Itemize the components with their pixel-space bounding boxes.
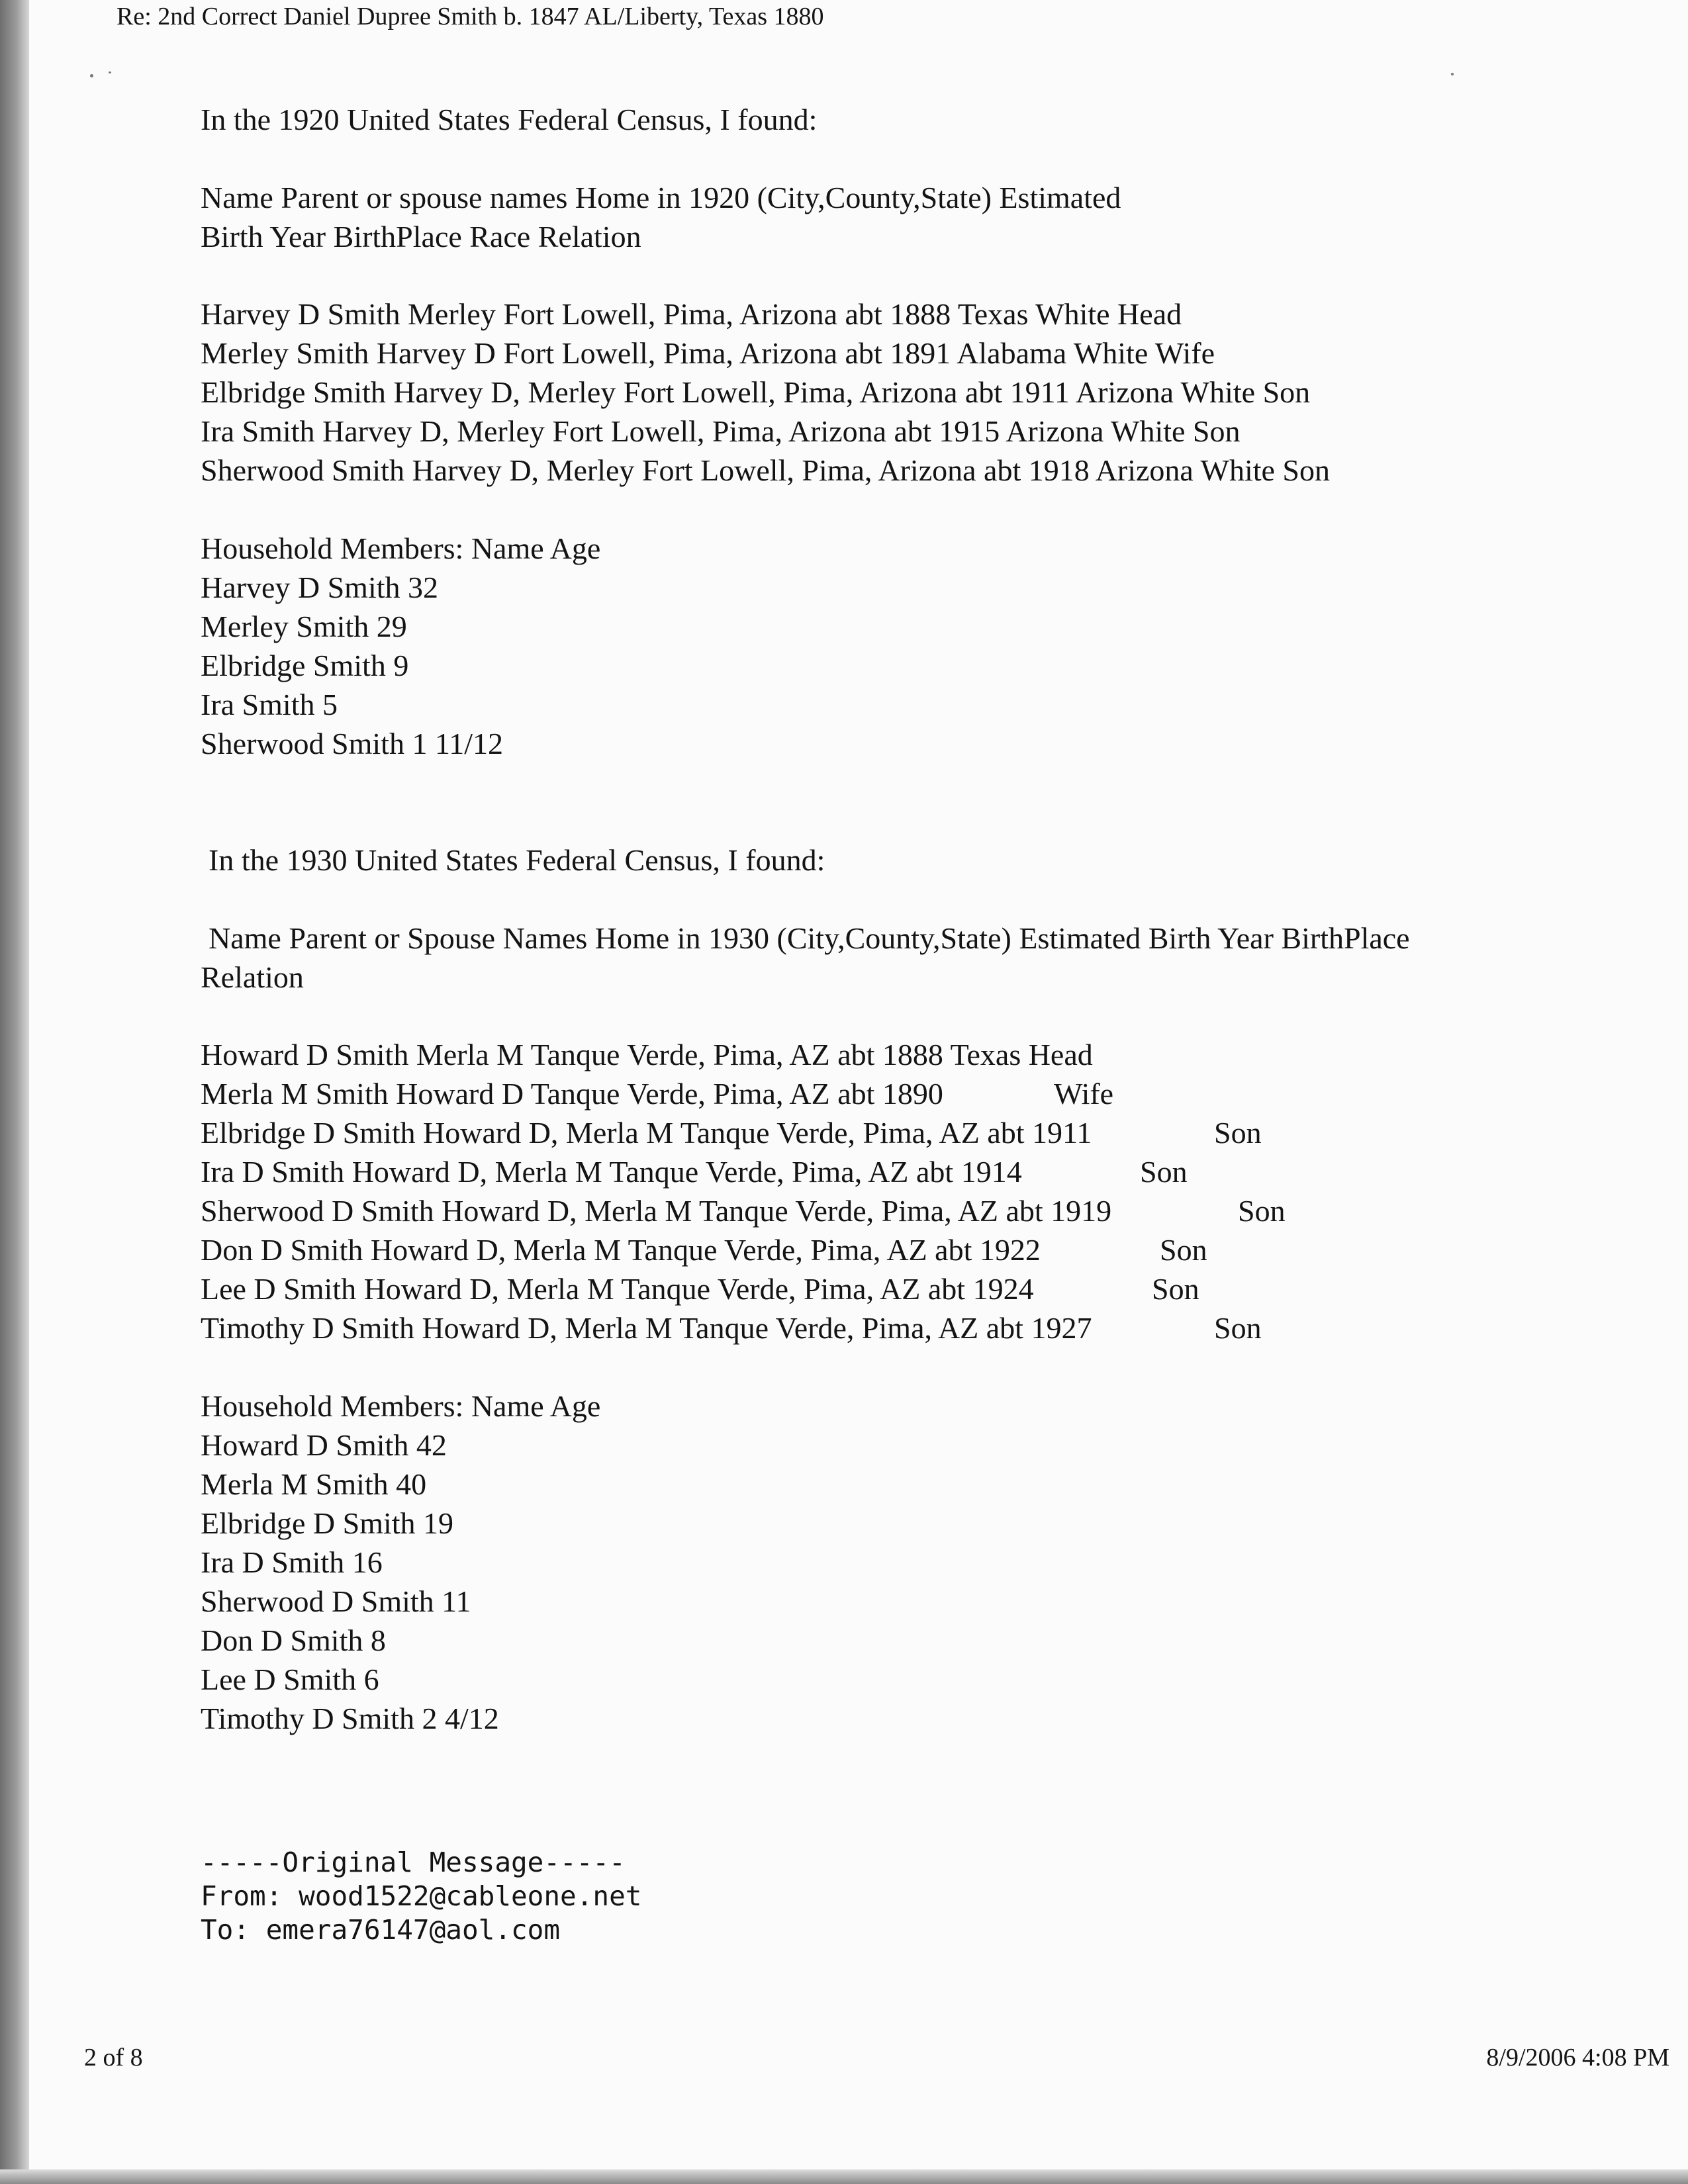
census-1930-relation: Son xyxy=(1214,1311,1262,1345)
census-1930-relation: Wife xyxy=(1054,1077,1114,1111)
census-1930-row: Lee D Smith Howard D, Merla M Tanque Verde, Pima, AZ abt 1924 xyxy=(201,1272,1034,1306)
census-1930-household-member: Howard D Smith 42 xyxy=(201,1428,447,1462)
census-1930-row: Ira D Smith Howard D, Merla M Tanque Verde, Pima, AZ abt 1914 xyxy=(201,1155,1022,1189)
census-1920-household-member: Sherwood Smith 1 11/12 xyxy=(201,727,504,760)
census-1930-row: Timothy D Smith Howard D, Merla M Tanque Verde, Pima, AZ abt 1927 xyxy=(201,1311,1092,1345)
census-1920-intro: In the 1920 United States Federal Census, I found: xyxy=(201,103,818,136)
census-1930-relation: Son xyxy=(1140,1155,1188,1189)
original-message-separator: -----Original Message----- xyxy=(201,1846,626,1878)
original-message-to: To: emera76147@aol.com xyxy=(201,1914,561,1946)
census-1930-columns-2: Relation xyxy=(201,960,304,994)
census-1930-household-member: Sherwood D Smith 11 xyxy=(201,1584,471,1618)
census-1930-row: Don D Smith Howard D, Merla M Tanque Verde, Pima, AZ abt 1922 xyxy=(201,1233,1041,1267)
census-1920-household-member: Ira Smith 5 xyxy=(201,688,338,721)
census-1930-row: Merla M Smith Howard D Tanque Verde, Pima, AZ abt 1890 xyxy=(201,1077,943,1111)
census-1920-household-heading: Household Members: Name Age xyxy=(201,531,601,565)
census-1920-columns-2: Birth Year BirthPlace Race Relation xyxy=(201,220,641,253)
census-1930-relation: Son xyxy=(1152,1272,1199,1306)
census-1930-household-member: Elbridge D Smith 19 xyxy=(201,1506,454,1540)
census-1930-household-heading: Household Members: Name Age xyxy=(201,1389,601,1423)
census-1920-household-member: Harvey D Smith 32 xyxy=(201,570,439,604)
email-subject-header: Re: 2nd Correct Daniel Dupree Smith b. 1847 AL/Liberty, Texas 1880 xyxy=(117,3,824,30)
scan-speck xyxy=(90,74,93,77)
original-message-from: From: wood1522@cableone.net xyxy=(201,1880,642,1912)
census-1920-row: Sherwood Smith Harvey D, Merley Fort Lowell, Pima, Arizona abt 1918 Arizona White Son xyxy=(201,453,1330,487)
census-1930-row: Elbridge D Smith Howard D, Merla M Tanque Verde, Pima, AZ abt 1911 xyxy=(201,1116,1092,1150)
census-1930-household-member: Don D Smith 8 xyxy=(201,1623,386,1657)
scan-shadow-left xyxy=(0,0,29,2184)
census-1930-household-member: Ira D Smith 16 xyxy=(201,1545,383,1579)
census-1920-household-member: Merley Smith 29 xyxy=(201,610,407,643)
document-page xyxy=(29,0,1688,2169)
census-1930-intro: In the 1930 United States Federal Census, I found: xyxy=(209,843,825,877)
scan-shadow-bottom xyxy=(0,2169,1688,2184)
print-datetime: 8/9/2006 4:08 PM xyxy=(1486,2044,1669,2071)
census-1920-columns-1: Name Parent or spouse names Home in 1920 (City,County,State) Estimated xyxy=(201,181,1121,214)
census-1930-columns-1: Name Parent or Spouse Names Home in 1930 (City,County,State) Estimated Birth Year BirthPlace xyxy=(209,921,1410,955)
census-1920-row: Ira Smith Harvey D, Merley Fort Lowell, Pima, Arizona abt 1915 Arizona White Son xyxy=(201,414,1241,448)
census-1930-relation: Son xyxy=(1214,1116,1262,1150)
census-1930-household-member: Merla M Smith 40 xyxy=(201,1467,427,1501)
census-1930-household-member: Lee D Smith 6 xyxy=(201,1662,379,1696)
census-1920-row: Elbridge Smith Harvey D, Merley Fort Lowell, Pima, Arizona abt 1911 Arizona White Son xyxy=(201,375,1311,409)
census-1930-row: Sherwood D Smith Howard D, Merla M Tanque Verde, Pima, AZ abt 1919 xyxy=(201,1194,1112,1228)
census-1930-relation: Son xyxy=(1160,1233,1207,1267)
census-1930-household-member: Timothy D Smith 2 4/12 xyxy=(201,1702,499,1735)
census-1930-relation: Son xyxy=(1238,1194,1286,1228)
page-number: 2 of 8 xyxy=(84,2044,143,2071)
census-1920-household-member: Elbridge Smith 9 xyxy=(201,649,409,682)
scan-speck xyxy=(109,71,111,73)
census-1930-row: Howard D Smith Merla M Tanque Verde, Pima, AZ abt 1888 Texas Head xyxy=(201,1038,1093,1071)
scan-speck xyxy=(1451,73,1454,75)
census-1920-row: Harvey D Smith Merley Fort Lowell, Pima, Arizona abt 1888 Texas White Head xyxy=(201,297,1182,331)
census-1920-row: Merley Smith Harvey D Fort Lowell, Pima, Arizona abt 1891 Alabama White Wife xyxy=(201,336,1215,370)
